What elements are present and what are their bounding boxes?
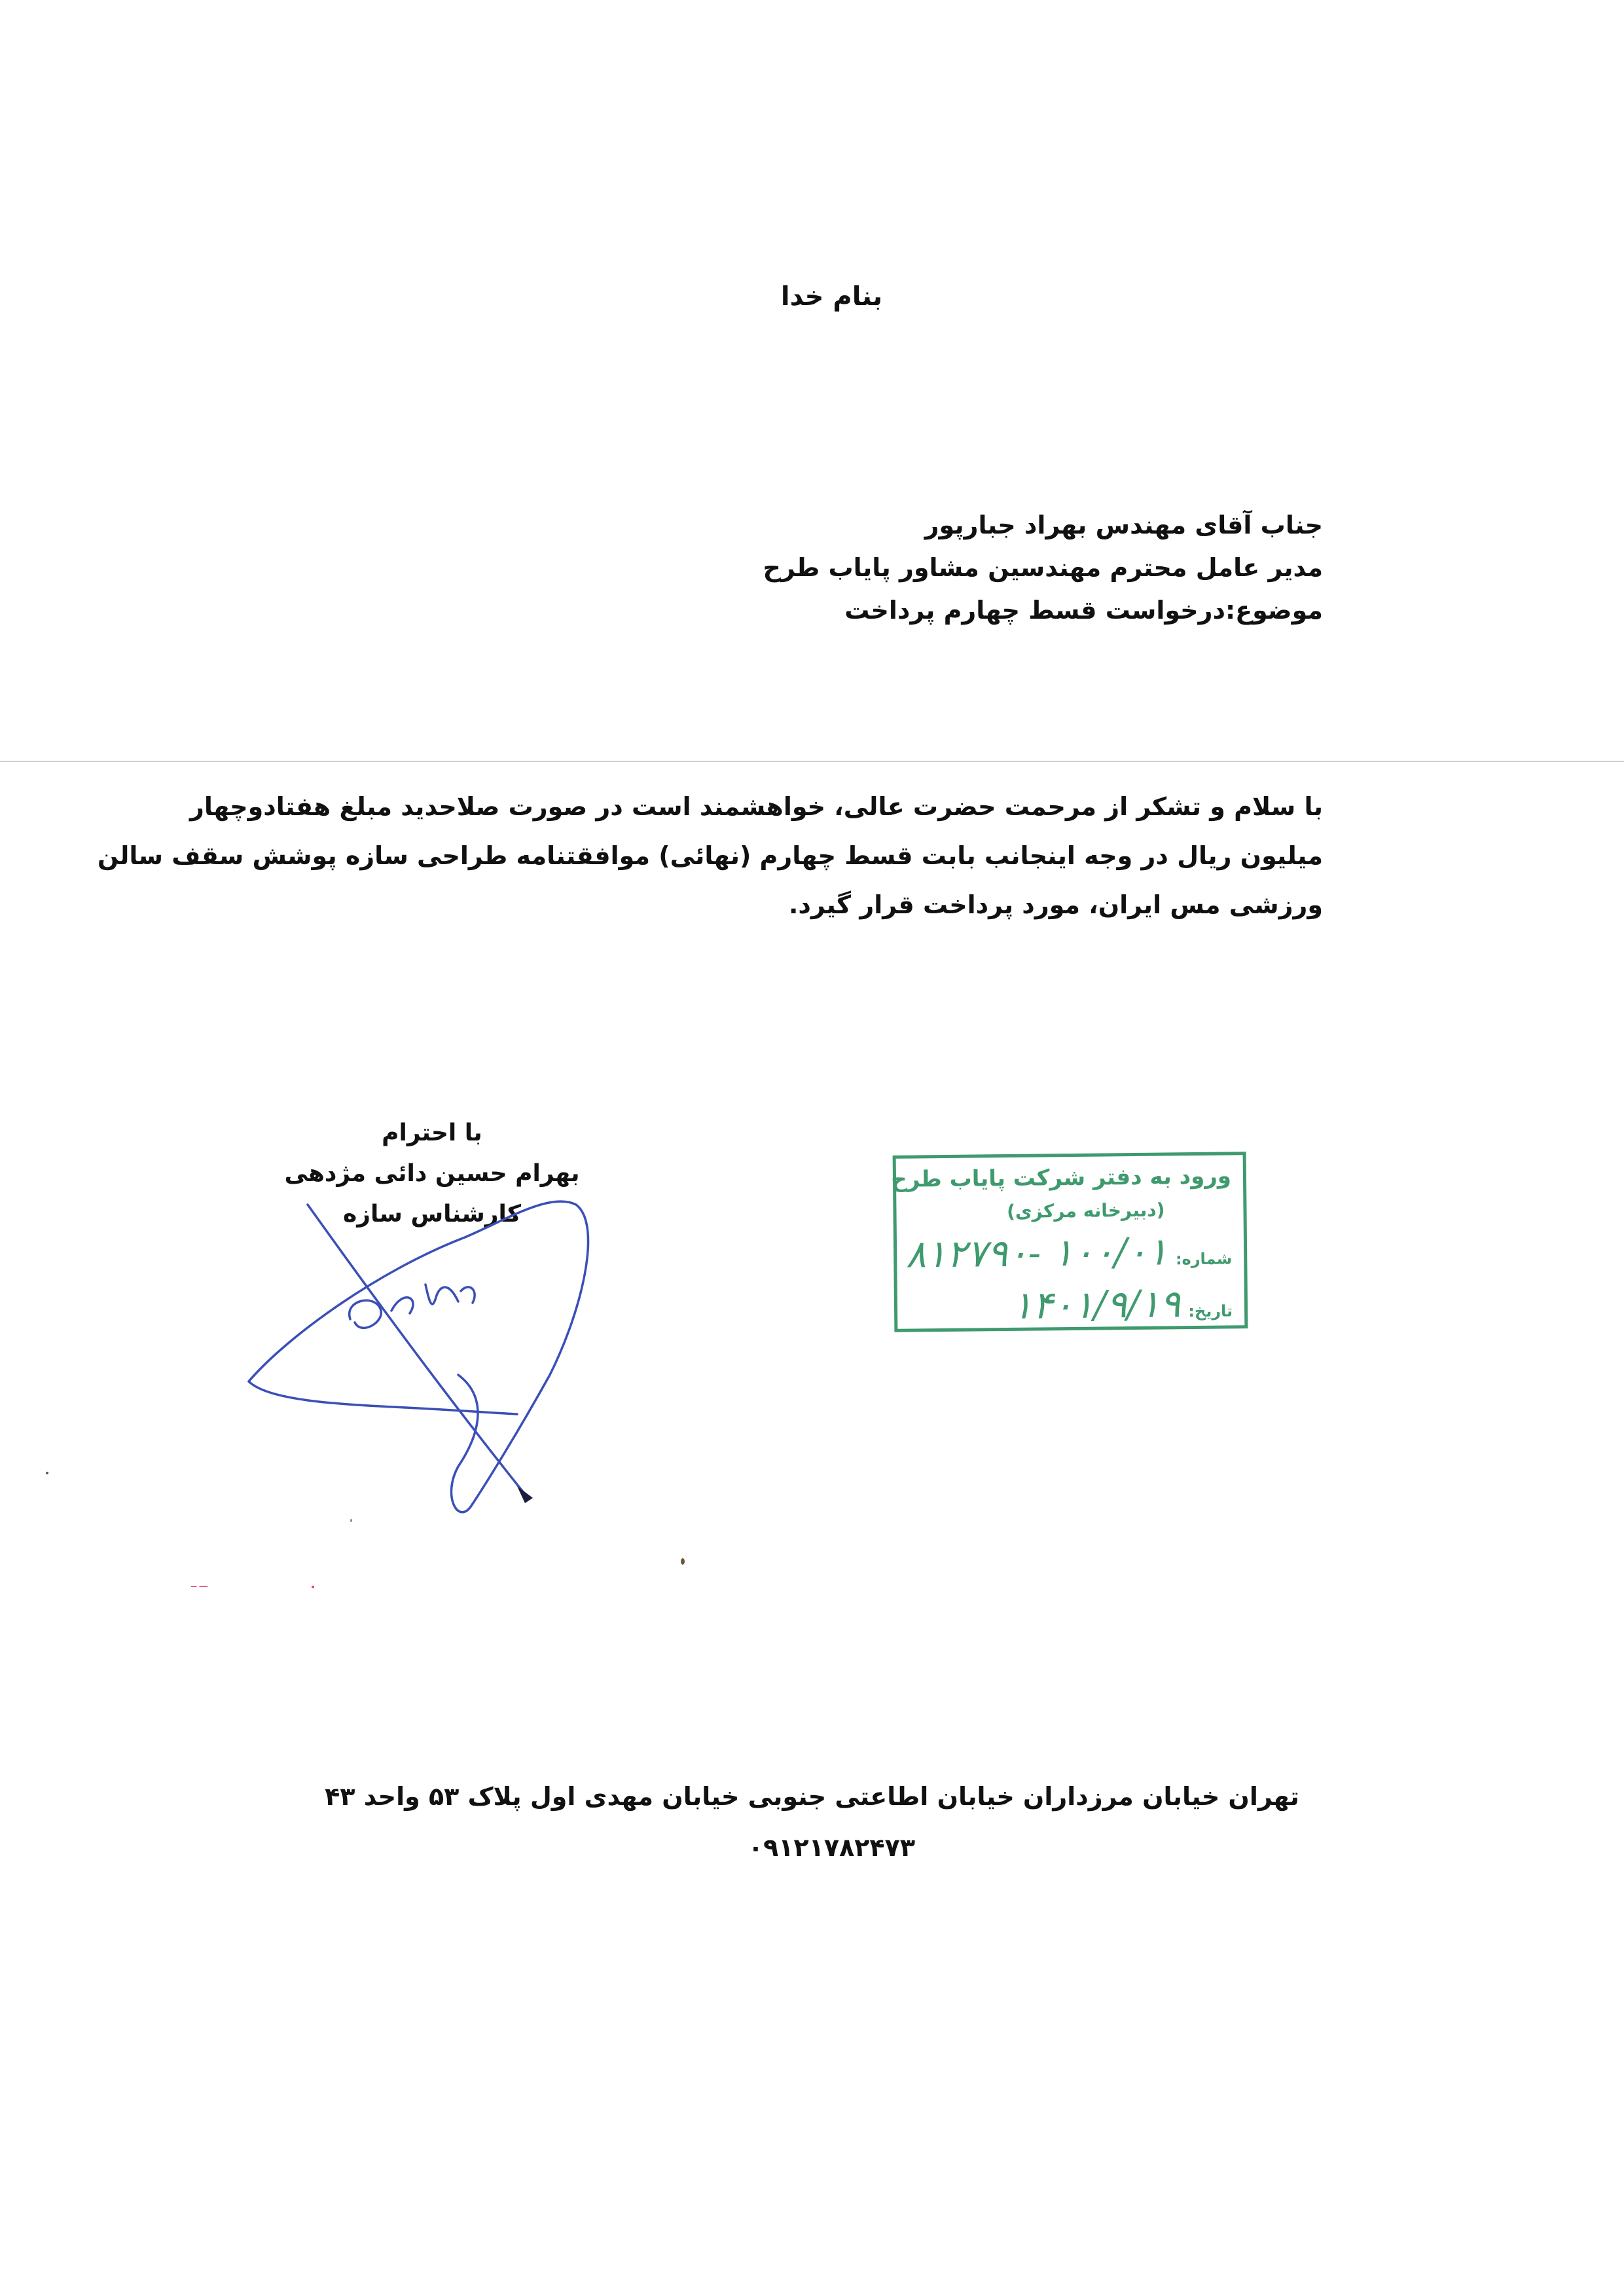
signature-diagonal-stroke xyxy=(308,1205,524,1493)
letter-footer xyxy=(0,1771,1624,1873)
footer-address: تهران خیابان مرزداران خیابان اطاعتی جنوبی خیابان مهدی اول پلاک ۵۳ واحد ۴۳ xyxy=(325,1782,1299,1811)
letter-heading xyxy=(0,282,1624,312)
paper-fold-line xyxy=(0,761,1624,762)
signature-initials-stroke xyxy=(350,1285,475,1328)
footer-phone: ۰۹۱۲۱۷۸۲۴۷۳ xyxy=(748,1833,916,1862)
stamp-subtitle: (دبیرخانه مرکزی) xyxy=(1006,1199,1165,1223)
stamp-number-row xyxy=(905,1228,1232,1276)
ink-speck xyxy=(46,1472,48,1474)
addressee-name: جناب آقای مهندس بهراد جبارپور xyxy=(924,511,1323,539)
signer-title: کارشناس سازه xyxy=(343,1201,521,1228)
body-line: میلیون ریال در وجه اینجانب بابت قسط چهارم (نهائی) موافقتنامه طراحی سازه پوشش سقف سالن xyxy=(97,841,1323,870)
closing-text: با احترام xyxy=(382,1120,482,1146)
body-line: ورزشی مس ایران، مورد پرداخت قرار گیرد. xyxy=(788,890,1323,919)
signer-name: بهرام حسین دائی مژدهی xyxy=(284,1160,580,1187)
stamp-title: ورود به دفتر شرکت پایاب طرح xyxy=(890,1163,1232,1193)
ink-speck xyxy=(312,1586,314,1588)
addressee-block xyxy=(537,504,1323,632)
pen-tip-mark xyxy=(517,1486,533,1503)
heading-text: بنام خدا xyxy=(780,282,883,312)
stamp-number-label: شماره: xyxy=(1175,1249,1233,1269)
stamp-date-label: تاریخ: xyxy=(1188,1302,1233,1321)
stamp-date-row xyxy=(1012,1281,1233,1328)
addressee-position: مدیر عامل محترم مهندسین مشاور پایاب طرح xyxy=(763,553,1323,582)
letter-subject: موضوع:درخواست قسط چهارم پرداخت xyxy=(844,596,1323,625)
body-line: با سلام و تشکر از مرحمت حضرت عالی، خواهشمند است در صورت صلاحدید مبلغ هفتادوچهار xyxy=(190,792,1323,821)
stamp-number-value: ۱۰۰/۰۱ -۸۱۲۷۹۰ xyxy=(905,1229,1168,1277)
letter-body xyxy=(97,782,1323,930)
stamp-date-value: ۱۴۰۱/۹/۱۹ xyxy=(1011,1281,1181,1328)
stray-pink-mark: ـــ ــ xyxy=(191,1579,208,1590)
office-entry-stamp xyxy=(890,1152,1248,1332)
ink-speck xyxy=(350,1519,352,1522)
ink-speck xyxy=(681,1558,685,1565)
handwritten-signature xyxy=(209,1139,628,1545)
